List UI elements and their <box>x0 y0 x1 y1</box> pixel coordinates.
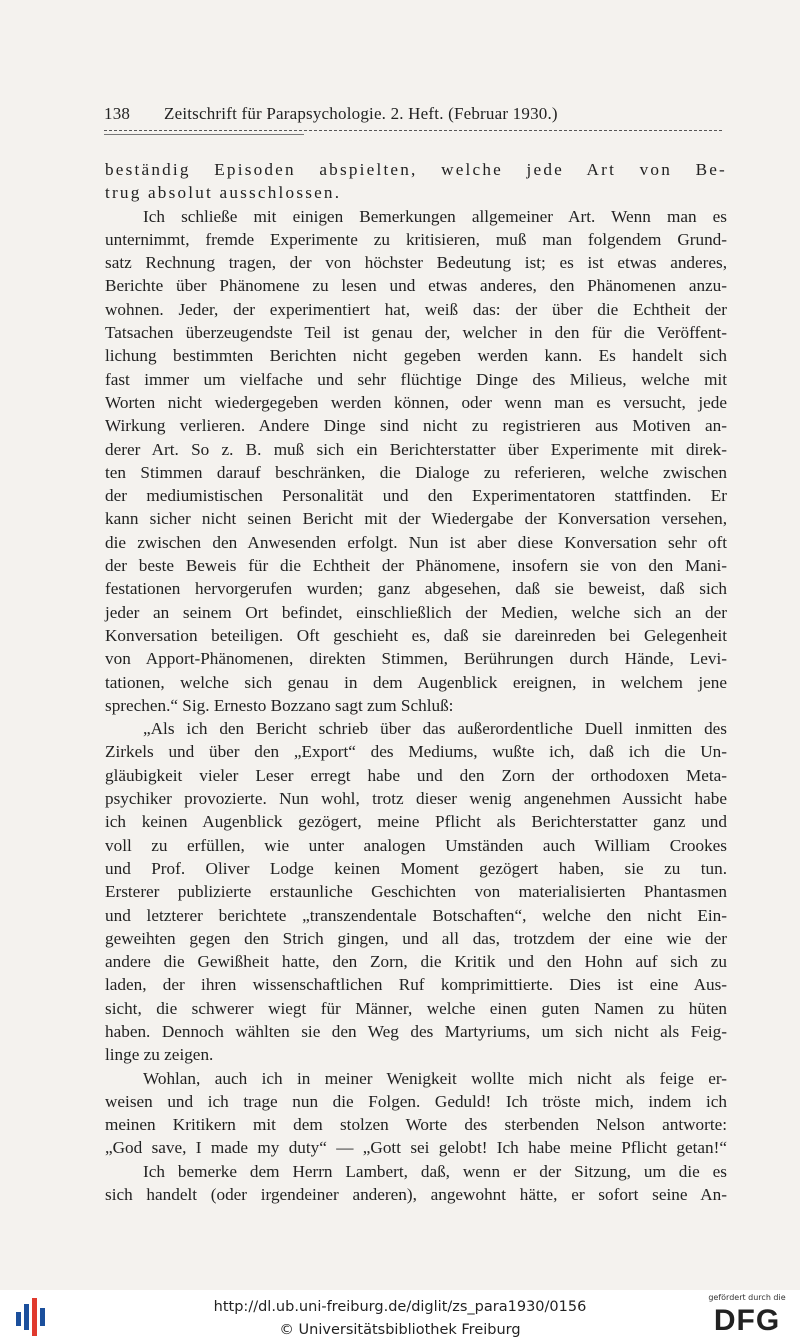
page-number: 138 <box>104 104 131 123</box>
text-line: trug absolut ausschlossen. <box>105 183 342 203</box>
text-line: fast immer um vielfache und sehr flüchtige Dinge des Milieus, welche mit <box>105 369 727 389</box>
text-line: Ich bemerke dem Herrn Lambert, daß, wenn er der Sitzung, um die es <box>143 1161 727 1181</box>
text-line: beständig Episoden abspielten, welche jede Art von Be- <box>105 160 727 179</box>
text-line: satz Rechnung tragen, der von höchster Bedeutung ist; es ist etwas anderes, <box>105 253 727 273</box>
text-line: sicht, die schwerer wiegt für Männer, welche einen guten Namen zu hüten <box>105 998 727 1018</box>
text-line: Zirkels und über den „Export“ des Mediums, wußte ich, daß ich die Un- <box>105 742 727 762</box>
text-line: ten Stimmen darauf beschränken, die Dialoge zu referieren, welche zwischen <box>105 462 727 482</box>
running-header <box>104 104 724 124</box>
header-rule <box>104 130 722 131</box>
permalink-url[interactable]: http://dl.ub.uni-freiburg.de/diglit/zs_para1930/0156 <box>213 1299 587 1315</box>
text-line: festationen hervorgerufen wurden; ganz abgesehen, daß sie beweist, daß sich <box>105 579 727 599</box>
text-line: haben. Dennoch wählten sie den Weg des Martyriums, um sich nicht als Feig- <box>105 1021 727 1041</box>
body-text <box>105 158 727 1206</box>
text-line: Worten nicht wiedergegeben werden können, oder wenn man es versucht, jede <box>105 392 727 412</box>
journal-title: Zeitschrift für Parapsychologie. 2. Heft. (Februar 1930.) <box>164 104 558 123</box>
text-line: linge zu zeigen. <box>105 1045 214 1065</box>
text-line: voll zu erfüllen, wie unter analogen Umständen auch William Crookes <box>105 835 727 855</box>
text-line: von Apport-Phänomenen, direkten Stimmen, Berührungen durch Hände, Levi- <box>105 649 727 669</box>
text-line: Konversation beteiligen. Oft geschieht es, daß sie dareinreden bei Gelegenheit <box>105 625 727 645</box>
text-line: die zwischen den Anwesenden erfolgt. Nun ist aber diese Konversation sehr oft <box>105 532 727 552</box>
text-line: lichung bestimmten Berichten nicht gegeben werden kann. Es handelt sich <box>105 346 727 366</box>
text-line: Ich schließe mit einigen Bemerkungen allgemeiner Art. Wenn man es <box>143 206 727 226</box>
text-line: und letzterer berichtete „transzendentale Botschaften“, welche den nicht Ein- <box>105 905 727 925</box>
text-line: der mediumistischen Personalität und den Experimentatoren stattfinden. Er <box>105 486 727 506</box>
text-line: weisen und ich trage nun die Folgen. Geduld! Ich tröste mich, indem ich <box>105 1091 727 1111</box>
text-line: geweihten gegen den Strich gingen, und all das, trotzdem der eine wie der <box>105 928 727 948</box>
text-line: jeder an seinem Ort befindet, einschließlich der Medien, welche sich an der <box>105 602 727 622</box>
text-line: der beste Beweis für die Echtheit der Phänomene, insofern sie von den Mani- <box>105 556 727 576</box>
text-line: unternimmt, fremde Experimente zu kritisieren, muß man folgendem Grund- <box>105 229 727 249</box>
text-line: Wirkung verlieren. Andere Dinge sind nicht zu registrieren aus Motiven an- <box>105 416 727 436</box>
text-line: Tatsachen überzeugendste Teil ist genau der, welcher in den für die Veröffent- <box>105 323 727 343</box>
text-line: sich handelt (oder irgendeiner anderen), angewohnt hätte, er sofort seine An- <box>105 1185 727 1205</box>
text-line: und Prof. Oliver Lodge keinen Moment gezögert haben, sie zu tun. <box>105 858 727 878</box>
text-line: Wohlan, auch ich in meiner Wenigkeit wollte mich nicht als feige er- <box>143 1068 727 1088</box>
text-line: meinen Kritikern mit dem stolzen Worte des sterbenden Nelson antworte: <box>105 1115 727 1135</box>
text-line: gläubigkeit vieler Leser erregt habe und den Zorn der orthodoxen Meta- <box>105 765 727 785</box>
text-line: Ersterer publizierte erstaunliche Geschichten von materialisierten Phantasmen <box>105 882 727 902</box>
dfg-caption: gefördert durch die <box>708 1293 786 1302</box>
dfg-logo: DFG <box>713 1304 781 1337</box>
text-line: kann sicher nicht seinen Bericht mit der Wiedergabe der Konversation versehen, <box>105 509 727 529</box>
text-line: tationen, welche sich genau in dem Augenblick ereignen, in welchem jene <box>105 672 727 692</box>
text-line: wohnen. Jeder, der experimentiert hat, weiß das: der über die Echtheit der <box>105 299 727 319</box>
text-line: „Als ich den Bericht schrieb über das außerordentliche Duell inmitten des <box>143 719 727 739</box>
text-line: andere die Gewißheit hatte, den Zorn, die Kritik und den Hohn auf sich zu <box>105 952 727 972</box>
header-rule-secondary <box>104 134 304 135</box>
text-line: ich keinen Augenblick gezögert, meine Pflicht als Berichterstatter ganz und <box>105 812 727 832</box>
copyright-notice: © Universitätsbibliothek Freiburg <box>279 1322 521 1338</box>
text-line: „God save, I made my duty“ — „Gott sei gelobt! Ich habe meine Pflicht getan!“ <box>105 1138 727 1158</box>
text-line: psychiker provozierte. Nun wohl, trotz dieser wenig angenehmen Aussicht habe <box>105 789 727 809</box>
text-line: derer Art. So z. B. muß sich ein Berichterstatter über Experimente mit direk- <box>105 439 727 459</box>
viewer-footer <box>0 1290 800 1344</box>
text-line: sprechen.“ Sig. Ernesto Bozzano sagt zum Schluß: <box>105 695 454 715</box>
text-line: laden, der ihren wissenschaftlichen Ruf komprimittierte. Dies ist eine Aus- <box>105 975 727 995</box>
text-line: Berichte über Phänomene zu lesen und etwas anderes, den Phänomenen anzu- <box>105 276 727 296</box>
